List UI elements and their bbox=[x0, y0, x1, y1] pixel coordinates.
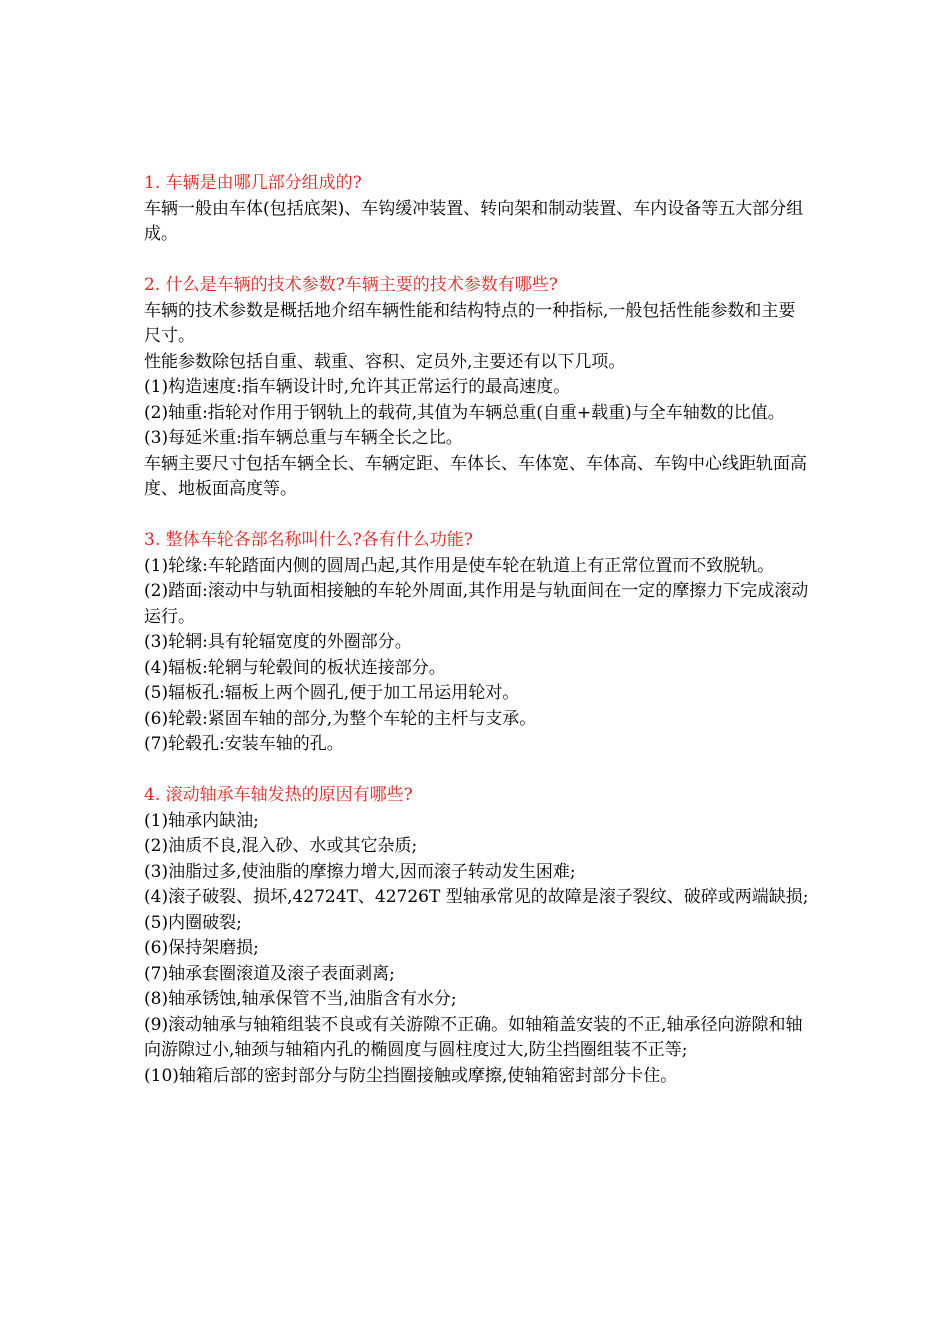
answer-line: (7)轮毂孔:安装车轴的孔。 bbox=[144, 734, 344, 754]
answer-line: (9)滚动轴承与轴箱组装不良或有关游隙不正确。如轴箱盖安装的不正,轴承径向游隙和轴向游隙过小,轴颈与轴箱内孔的椭圆度与圆柱度过大,防尘挡圈组装不正等; bbox=[144, 1014, 803, 1060]
section-4 bbox=[144, 783, 812, 1089]
answer-line: (3)轮辋:具有轮辐宽度的外圈部分。 bbox=[144, 632, 412, 652]
answer-line: (6)保持架磨损; bbox=[144, 938, 259, 958]
question-heading: 2. 什么是车辆的技术参数?车辆主要的技术参数有哪些? bbox=[144, 275, 558, 295]
answer-line: (3)油脂过多,使油脂的摩擦力增大,因而滚子转动发生困难; bbox=[144, 861, 576, 882]
answer-line: 车辆一般由车体(包括底架)、车钩缓冲装置、转向架和制动装置、车内设备等五大部分组成。 bbox=[144, 198, 804, 244]
answer-line: (5)辐板孔:辐板上两个圆孔,便于加工吊运用轮对。 bbox=[144, 683, 520, 703]
section-1 bbox=[144, 171, 812, 248]
answer-line: (2)轴重:指轮对作用于钢轨上的载荷,其值为车辆总重(自重+载重)与全车轴数的比值。 bbox=[144, 402, 785, 423]
answer-line: (1)轮缘:车轮踏面内侧的圆周凸起,其作用是使车轮在轨道上有正常位置而不致脱轨。 bbox=[144, 555, 775, 576]
answer-line: (10)轴箱后部的密封部分与防尘挡圈接触或摩擦,使轴箱密封部分卡住。 bbox=[144, 1065, 678, 1086]
answer-line: (2)油质不良,混入砂、水或其它杂质; bbox=[144, 836, 418, 856]
answer-line: (4)滚子破裂、损坏,42724T、42726T 型轴承常见的故障是滚子裂纹、破碎或两端缺损; bbox=[144, 887, 809, 907]
answer-line: (8)轴承锈蚀,轴承保管不当,油脂含有水分; bbox=[144, 989, 457, 1009]
section-2 bbox=[144, 273, 812, 503]
answer-line: 车辆的技术参数是概括地介绍车辆性能和结构特点的一种指标,一般包括性能参数和主要尺寸。 bbox=[144, 300, 796, 346]
section-3 bbox=[144, 528, 812, 758]
document-page bbox=[144, 171, 812, 1115]
answer-line: (3)每延米重:指车辆总重与车辆全长之比。 bbox=[144, 428, 463, 448]
answer-line: (2)踏面:滚动中与轨面相接触的车轮外周面,其作用是与轨面间在一定的摩擦力下完成滚动运行。 bbox=[144, 581, 809, 627]
answer-line: (4)辐板:轮辋与轮毂间的板状连接部分。 bbox=[144, 657, 446, 678]
answer-line: (5)内圈破裂; bbox=[144, 912, 242, 933]
answer-line: (1)轴承内缺油; bbox=[144, 810, 259, 831]
question-heading: 3. 整体车轮各部名称叫什么?各有什么功能? bbox=[144, 530, 473, 550]
question-heading: 1. 车辆是由哪几部分组成的? bbox=[144, 173, 362, 193]
answer-line: 性能参数除包括自重、载重、容积、定员外,主要还有以下几项。 bbox=[144, 351, 626, 372]
answer-line: (6)轮毂:紧固车轴的部分,为整个车轮的主杆与支承。 bbox=[144, 708, 537, 729]
answer-line: 车辆主要尺寸包括车辆全长、车辆定距、车体长、车体宽、车体高、车钩中心线距轨面高度、地板面高度等。 bbox=[144, 453, 807, 499]
answer-line: (1)构造速度:指车辆设计时,允许其正常运行的最高速度。 bbox=[144, 377, 571, 397]
answer-line: (7)轴承套圈滚道及滚子表面剥离; bbox=[144, 963, 395, 984]
question-heading: 4. 滚动轴承车轴发热的原因有哪些? bbox=[144, 785, 413, 805]
